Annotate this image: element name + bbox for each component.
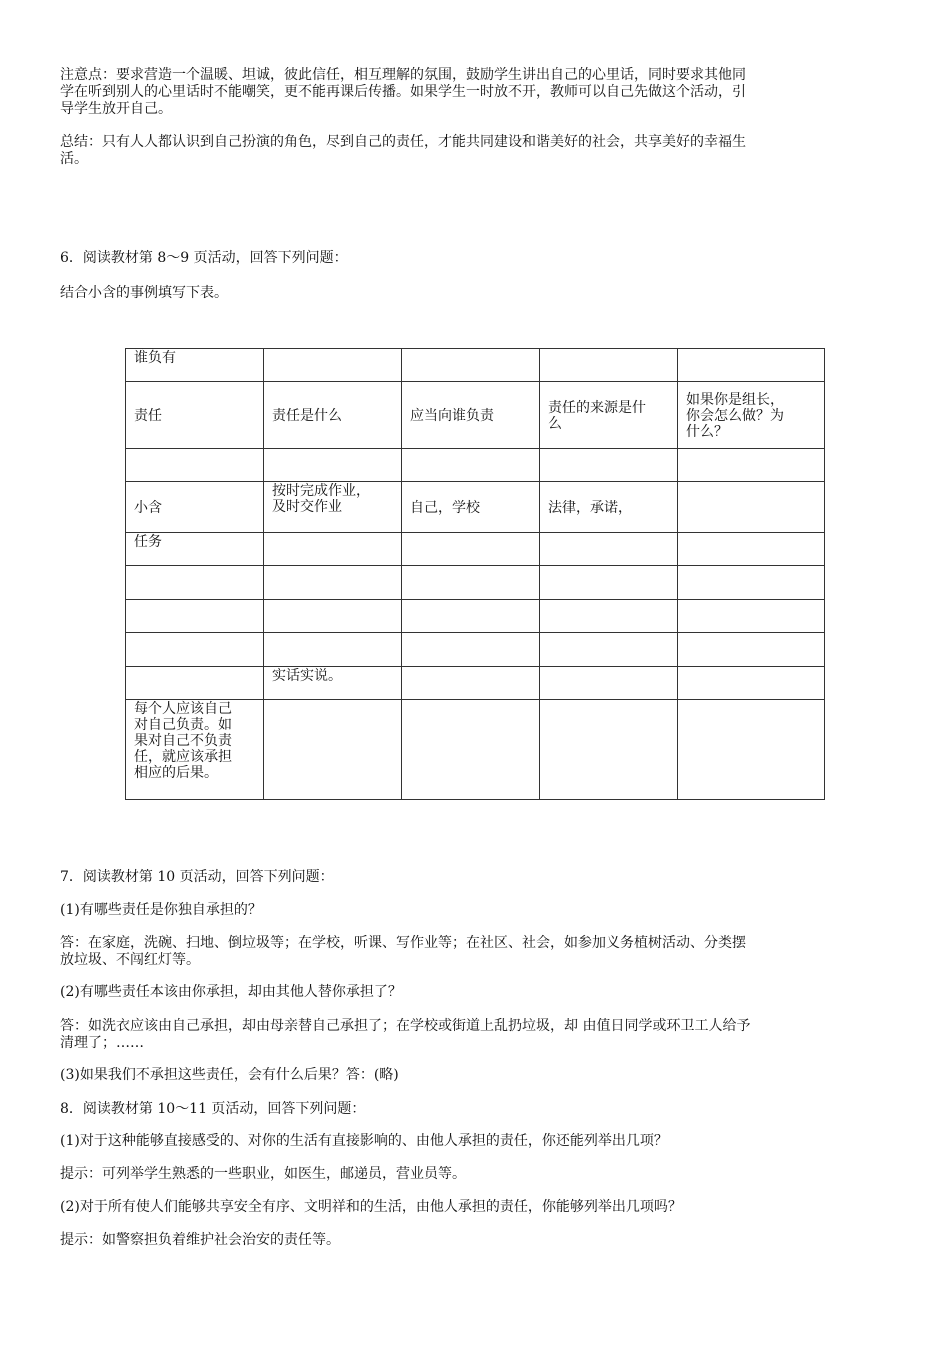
table-cell [126,700,264,800]
table-cell-line: 如果你是组长， [686,391,784,408]
table-cell [402,349,540,382]
table-cell [264,482,402,533]
table-cell [126,449,264,482]
table-row [126,700,825,800]
table-cell-line: 果对自己不负责 [134,733,232,749]
answer-line: 放垃圾、不闯红灯等。 [60,952,200,968]
table-row [126,349,825,382]
note-line: 导学生放开自己。 [60,101,172,117]
table-cell [540,700,678,800]
table-cell [126,566,264,600]
table-cell [402,700,540,800]
q8-part1-hint: 提示：可列举学生熟悉的一些职业，如医生，邮递员，营业员等。 [60,1166,466,1182]
table-cell [402,533,540,566]
table-row [126,600,825,633]
table-cell [678,633,825,667]
q8-title: 8．阅读教材第 10～11 页活动，回答下列问题： [60,1101,366,1117]
table-cell [264,566,402,600]
table-cell [402,449,540,482]
table-cell-line: 按时完成作业， [272,483,370,499]
answer-line: 清理了；…… [60,1035,144,1051]
table-row [126,533,825,566]
q7-title: 7．阅读教材第 10 页活动，回答下列问题： [60,869,334,885]
table-cell: 自己，学校 [402,482,540,533]
table-cell-line: 每个人应该自己 [134,701,232,717]
table-cell: 责任 [126,382,264,449]
table-cell [678,349,825,382]
table-cell [264,700,402,800]
table-cell [678,449,825,482]
table-cell [678,482,825,533]
table-cell-line: 任，就应该承担 [134,749,232,765]
table-cell [126,667,264,700]
table-cell [540,566,678,600]
table-cell-line: 责任的来源是什 [548,399,646,416]
table-cell-line: 相应的后果。 [134,765,218,781]
table-cell [402,667,540,700]
table-cell [264,600,402,633]
table-row [126,566,825,600]
q6-instruction: 结合小含的事例填写下表。 [60,285,228,301]
table-cell [540,667,678,700]
q7-part2-answer [60,1018,890,1052]
table-cell-line: 你会怎么做？为 [686,407,784,424]
table-cell-line: 对自己负责。如 [134,717,232,733]
table-row [126,667,825,700]
table-cell [678,533,825,566]
table-cell [402,633,540,667]
table-cell [126,633,264,667]
table-cell [264,349,402,382]
table-cell-line: 么 [548,415,562,432]
table-cell [540,633,678,667]
table-cell [264,533,402,566]
q8-part2-hint: 提示：如警察担负着维护社会治安的责任等。 [60,1232,340,1248]
summary-line: 活。 [60,151,88,167]
summary-line: 总结：只有人人都认识到自己扮演的角色，尽到自己的责任，才能共同建设和谐美好的社会，共享美好的幸福生 [60,134,746,150]
table-cell: 责任是什么 [264,382,402,449]
table-cell [678,382,825,449]
table-cell [264,633,402,667]
table-cell-line: 什么？ [686,423,728,440]
table-row [126,633,825,667]
q7-part1-question: (1)有哪些责任是你独自承担的？ [60,902,262,918]
table-cell [678,700,825,800]
table-cell: 小含 [126,482,264,533]
table-cell: 谁负有 [126,349,264,382]
table-cell [540,449,678,482]
note-line: 注意点：要求营造一个温暖、坦诚，彼此信任，相互理解的氛围，鼓励学生讲出自己的心里话，同时要求其他同 [60,67,746,83]
summary-paragraph [60,134,890,168]
table-row [126,482,825,533]
q8-part1-question: (1)对于这种能够直接感受的、对你的生活有直接影响的、由他人承担的责任，你还能列举出几项？ [60,1133,668,1149]
table-cell [540,600,678,633]
table-cell [126,600,264,633]
q7-part1-answer [60,935,890,969]
table-cell: 应当向谁负责 [402,382,540,449]
table-cell: 实话实说。 [264,667,402,700]
table-cell [540,349,678,382]
answer-line: 答：在家庭，洗碗、扫地、倒垃圾等；在学校，听课、写作业等；在社区、社会，如参加义务植树活动、分类摆 [60,935,746,951]
note-paragraph [60,67,890,118]
table-row [126,382,825,449]
q6-title: 6．阅读教材第 8～9 页活动，回答下列问题： [60,250,348,266]
responsibility-table [125,348,825,800]
table-cell [540,533,678,566]
table-cell-line: 及时交作业 [272,499,342,515]
answer-line: 答：如洗衣应该由自己承担，却由母亲替自己承担了；在学校或街道上乱扔垃圾，却 由值日同学或环卫工人给予 [60,1018,751,1034]
q7-part3-question: (3)如果我们不承担这些责任，会有什么后果？答：(略) [60,1067,399,1083]
table-cell [678,600,825,633]
table-cell [402,600,540,633]
table-cell [402,566,540,600]
table-cell [678,566,825,600]
table-cell: 法律，承诺， [540,482,678,533]
table-cell [264,449,402,482]
table-cell [540,382,678,449]
q7-part2-question: (2)有哪些责任本该由你承担，却由其他人替你承担了？ [60,984,402,1000]
note-line: 学在听到别人的心里话时不能嘲笑，更不能再课后传播。如果学生一时放不开，教师可以自己先做这个活动，引 [60,84,746,100]
table-cell: 任务 [126,533,264,566]
table-row [126,449,825,482]
table-cell [678,667,825,700]
q8-part2-question: (2)对于所有使人们能够共享安全有序、文明祥和的生活，由他人承担的责任，你能够列举出几项吗？ [60,1199,682,1215]
